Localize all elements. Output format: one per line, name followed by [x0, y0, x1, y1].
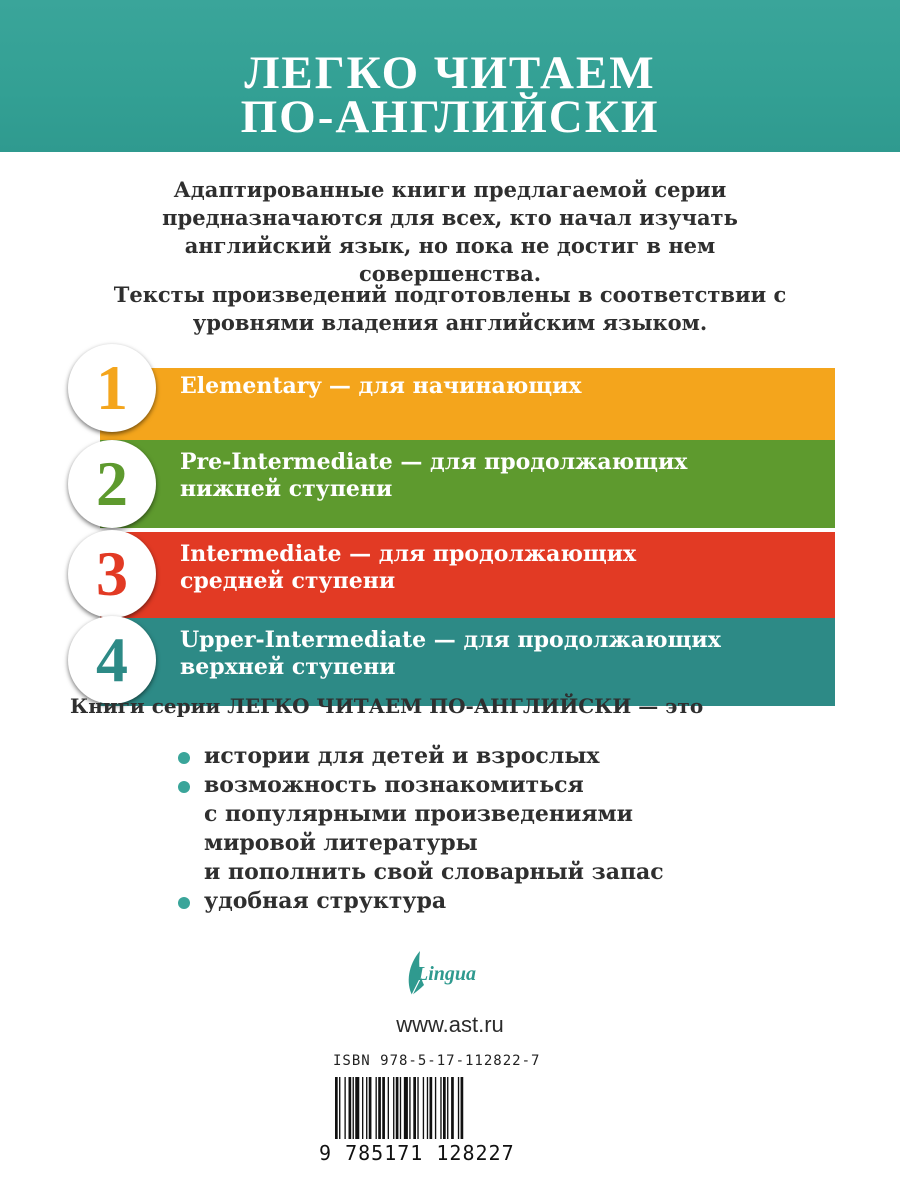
isbn-label: ISBN 978-5-17-112822-7 — [333, 1053, 541, 1069]
intro-paragraph-1: Адаптированные книги предлагаемой серии предназначаются для всех, кто начал изучать английский язык, но пока не достиг в нем совершенства. — [162, 177, 738, 286]
title-banner — [0, 0, 900, 152]
level-band-2 — [100, 440, 835, 528]
level-1-label: Elementary — для начинающих — [180, 373, 582, 399]
bullet-icon — [178, 781, 190, 793]
series-title-line1: ЛЕГКО ЧИТАЕМ — [244, 47, 656, 99]
feature-text: мировой литературы — [204, 830, 478, 856]
feature-text: возможность познакомиться — [204, 772, 584, 798]
feature-item — [178, 887, 778, 916]
series-intro: Книги серии ЛЕГКО ЧИТАЕМ ПО-АНГЛИЙСКИ — это — [70, 694, 704, 718]
level-1-number: 1 — [68, 344, 156, 432]
feature-list — [178, 742, 778, 916]
publisher-logo-text: Lingua — [416, 963, 477, 985]
feature-item — [178, 771, 778, 887]
intro-paragraph-2: Тексты произведений подготовлены в соответствии с уровнями владения английским языком. — [113, 282, 787, 335]
feature-text: и пополнить свой словарный запас — [204, 859, 664, 885]
level-3-number: 3 — [68, 530, 156, 618]
feature-text: удобная структура — [204, 888, 447, 914]
feature-text: истории для детей и взрослых — [204, 743, 600, 769]
level-3-label-line2: средней ступени — [180, 568, 396, 594]
level-4-number: 4 — [68, 616, 156, 704]
level-4-label-line2: верхней ступени — [180, 654, 396, 680]
feature-text: с популярными произведениями — [204, 801, 633, 827]
publisher-logo — [398, 945, 498, 1000]
series-title-line2: ПО-АНГЛИЙСКИ — [240, 91, 660, 143]
level-2-label-line1: Pre-Intermediate — для продолжающих — [180, 449, 688, 475]
level-4-label-line1: Upper-Intermediate — для продолжающих — [180, 627, 721, 653]
level-2-label-line2: нижней ступени — [180, 476, 393, 502]
barcode-digits: 9 785171 128227 — [319, 1141, 515, 1165]
publisher-website: www.ast.ru — [396, 1012, 504, 1037]
level-3-label-line1: Intermediate — для продолжающих — [180, 541, 637, 567]
feature-item — [178, 742, 778, 771]
bullet-icon — [178, 897, 190, 909]
level-2-number: 2 — [68, 440, 156, 528]
level-band-4 — [100, 618, 835, 706]
bullet-icon — [178, 752, 190, 764]
level-band-3 — [100, 532, 835, 620]
barcode-icon — [335, 1077, 578, 1139]
